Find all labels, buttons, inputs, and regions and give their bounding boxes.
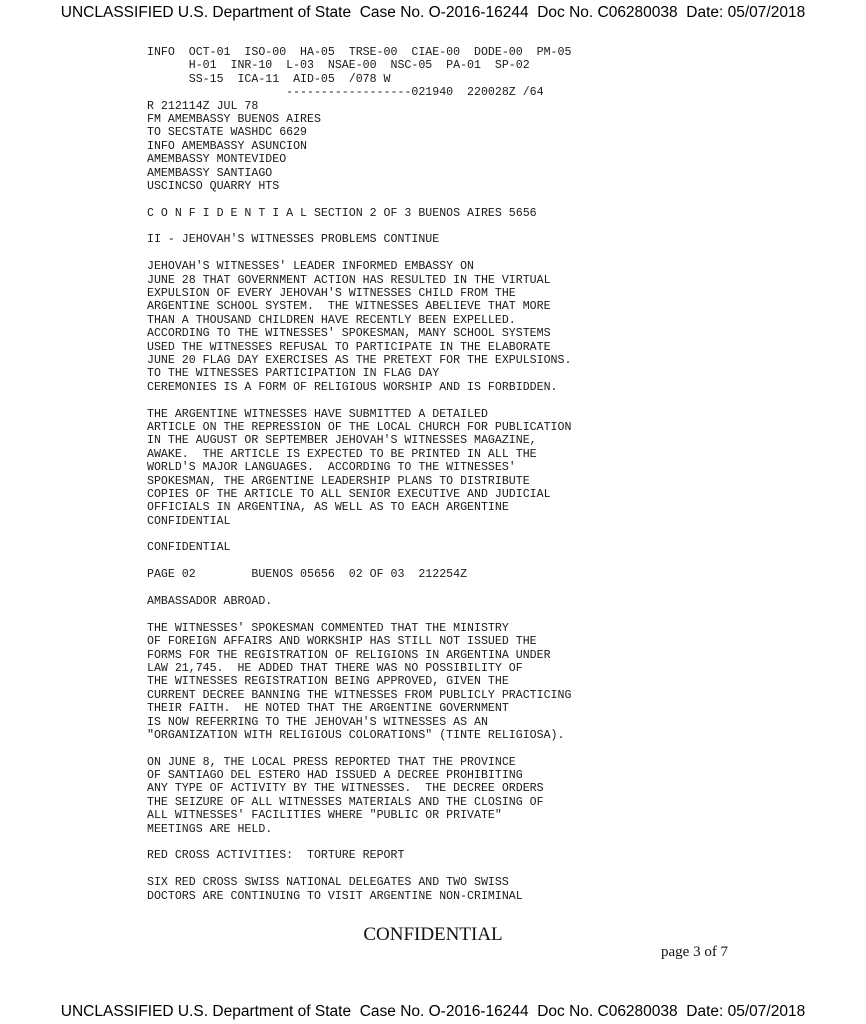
subheading: RED CROSS ACTIVITIES: TORTURE REPORT (147, 849, 405, 863)
text-line: WORLD'S MAJOR LANGUAGES. ACCORDING TO THE WITNESSES' (147, 461, 516, 475)
address-line: R 212114Z JUL 78 (147, 99, 259, 113)
routing-line: ------------------021940 220028Z /64 (147, 86, 544, 100)
text-line: MEETINGS ARE HELD. (147, 822, 273, 836)
paragraph-school-expulsions (147, 260, 847, 394)
text-line: OF FOREIGN AFFAIRS AND WORKSHIP HAS STILL NOT ISSUED THE (147, 635, 537, 649)
address-line: AMEMBASSY MONTEVIDEO (147, 153, 287, 167)
text-line: JUNE 20 FLAG DAY EXERCISES AS THE PRETEXT FOR THE EXPULSIONS. (147, 353, 572, 367)
text-line: THE WITNESSES' SPOKESMAN COMMENTED THAT THE MINISTRY (147, 621, 509, 635)
continuation-line: AMBASSADOR ABROAD. (147, 595, 273, 609)
paragraph-provincial-decree (147, 756, 847, 836)
paragraph-magazine-article (147, 408, 847, 529)
paragraph-registration (147, 622, 847, 743)
address-line: USCINCSO QUARRY HTS (147, 179, 280, 193)
text-line: FORMS FOR THE REGISTRATION OF RELIGIONS IN ARGENTINA UNDER (147, 648, 551, 662)
address-line: AMEMBASSY SANTIAGO (147, 166, 273, 180)
address-block (147, 100, 847, 194)
declassification-footer: UNCLASSIFIED U.S. Department of State Case No. O-2016-16244 Doc No. C06280038 Date: 05/07/2018 (60, 1003, 806, 1020)
cable-body (147, 46, 847, 903)
text-line: JUNE 28 THAT GOVERNMENT ACTION HAS RESULTED IN THE VIRTUAL (147, 273, 551, 287)
text-line: TO THE WITNESSES PARTICIPATION IN FLAG DAY (147, 367, 440, 381)
text-line: SPOKESMAN, THE ARGENTINE LEADERSHIP PLANS TO DISTRIBUTE (147, 474, 530, 488)
address-line: TO SECSTATE WASHDC 6629 (147, 126, 308, 140)
text-line: CONFIDENTIAL (147, 514, 231, 528)
classification-line: C O N F I D E N T I A L SECTION 2 OF 3 BUENOS AIRES 5656 (147, 206, 537, 220)
section-heading: II - JEHOVAH'S WITNESSES PROBLEMS CONTINUE (147, 233, 440, 247)
text-line: SIX RED CROSS SWISS NATIONAL DELEGATES AND TWO SWISS (147, 876, 509, 890)
text-line: THE WITNESSES REGISTRATION BEING APPROVED, GIVEN THE (147, 675, 509, 689)
routing-line: INFO OCT-01 ISO-00 HA-05 TRSE-00 CIAE-00 DODE-00 PM-05 (147, 46, 572, 59)
text-line: THEIR FAITH. HE NOTED THAT THE ARGENTINE GOVERNMENT (147, 702, 509, 716)
text-line: DOCTORS ARE CONTINUING TO VISIT ARGENTINE NON-CRIMINAL (147, 889, 523, 903)
text-line: THE SEIZURE OF ALL WITNESSES MATERIALS AND THE CLOSING OF (147, 795, 544, 809)
confidential-mark: CONFIDENTIAL (147, 541, 231, 555)
text-line: IS NOW REFERRING TO THE JEHOVAH'S WITNESSES AS AN (147, 715, 488, 729)
text-line: ARTICLE ON THE REPRESSION OF THE LOCAL CHURCH FOR PUBLICATION (147, 420, 572, 434)
routing-block (147, 46, 847, 100)
text-line: USED THE WITNESSES REFUSAL TO PARTICIPATE IN THE ELABORATE (147, 340, 551, 354)
text-line: THE ARGENTINE WITNESSES HAVE SUBMITTED A DETAILED (147, 407, 488, 421)
text-line: AWAKE. THE ARTICLE IS EXPECTED TO BE PRINTED IN ALL THE (147, 447, 537, 461)
text-line: CURRENT DECREE BANNING THE WITNESSES FROM PUBLICLY PRACTICING (147, 688, 572, 702)
text-line: THAN A THOUSAND CHILDREN HAVE RECENTLY BEEN EXPELLED. (147, 313, 516, 327)
page-number: page 3 of 7 (661, 944, 729, 960)
text-line: CEREMONIES IS A FORM OF RELIGIOUS WORSHIP AND IS FORBIDDEN. (147, 380, 558, 394)
text-line: "ORGANIZATION WITH RELIGIOUS COLORATIONS" (TINTE RELIGIOSA). (147, 728, 565, 742)
address-line: INFO AMEMBASSY ASUNCION (147, 139, 308, 153)
text-line: OF SANTIAGO DEL ESTERO HAD ISSUED A DECREE PROHIBITING (147, 769, 523, 783)
text-line: COPIES OF THE ARTICLE TO ALL SENIOR EXECUTIVE AND JUDICIAL (147, 487, 551, 501)
text-line: ACCORDING TO THE WITNESSES' SPOKESMAN, MANY SCHOOL SYSTEMS (147, 327, 551, 341)
address-line: FM AMEMBASSY BUENOS AIRES (147, 112, 321, 126)
declassification-header: UNCLASSIFIED U.S. Department of State Case No. O-2016-16244 Doc No. C06280038 Date: 05/07/2018 (60, 4, 806, 21)
page-line: PAGE 02 BUENOS 05656 02 OF 03 212254Z (147, 568, 468, 582)
text-line: OFFICIALS IN ARGENTINA, AS WELL AS TO EACH ARGENTINE (147, 501, 509, 515)
text-line: IN THE AUGUST OR SEPTEMBER JEHOVAH'S WITNESSES MAGAZINE, (147, 434, 537, 448)
text-line: ANY TYPE OF ACTIVITY BY THE WITNESSES. THE DECREE ORDERS (147, 782, 544, 796)
text-line: EXPULSION OF EVERY JEHOVAH'S WITNESSES CHILD FROM THE (147, 287, 516, 301)
bottom-classification: CONFIDENTIAL (363, 924, 503, 945)
routing-line: H-01 INR-10 L-03 NSAE-00 NSC-05 PA-01 SP-02 (147, 59, 530, 73)
text-line: LAW 21,745. HE ADDED THAT THERE WAS NO POSSIBILITY OF (147, 661, 523, 675)
text-line: ARGENTINE SCHOOL SYSTEM. THE WITNESSES ABELIEVE THAT MORE (147, 300, 551, 314)
text-line: JEHOVAH'S WITNESSES' LEADER INFORMED EMBASSY ON (147, 260, 474, 274)
text-line: ALL WITNESSES' FACILITIES WHERE "PUBLIC OR PRIVATE" (147, 809, 502, 823)
text-line: ON JUNE 8, THE LOCAL PRESS REPORTED THAT THE PROVINCE (147, 755, 516, 769)
routing-line: SS-15 ICA-11 AID-05 /078 W (147, 72, 391, 86)
paragraph-red-cross (147, 876, 847, 903)
